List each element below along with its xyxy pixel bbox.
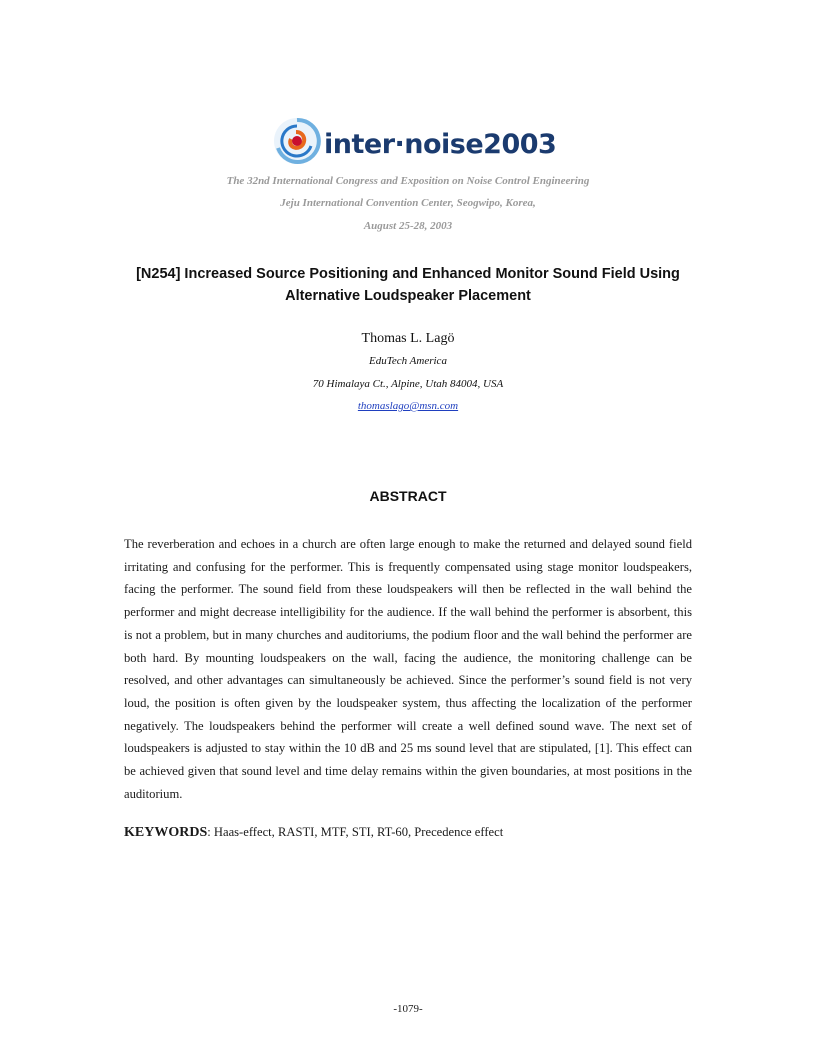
- author-name: Thomas L. Lagö: [361, 331, 455, 346]
- keywords-line: [124, 825, 692, 841]
- keywords-separator: :: [207, 825, 211, 839]
- paper-title: [N254] Increased Source Positioning and Enhanced Monitor Sound Field Using Alternative Loudspeaker Placement: [136, 266, 680, 304]
- conference-name: The 32nd International Congress and Exposition on Noise Control Engineering: [226, 175, 590, 187]
- abstract-body: The reverberation and echoes in a church are often large enough to make the returned and delayed sound field irritating and confusing for the performer. This is frequently compensated using stage monitor loudspeakers, facing the performer. The sound field from these loudspeakers will then be reflected in the wall behind the performer and might decrease intelligibility for the audience. If the wall behind the performer is absorbent, this is not a problem, but in many churches and auditoriums, the podium floor and the wall behind the performer are both hard. By mounting loudspeakers on the wall, facing the audience, the monitoring challenge can be resolved, and other advantages can simultaneously be achieved. Since the performer’s sound field is not very loud, the position is often given by the loudspeaker system, thus affecting the localization of the performer negatively. The loudspeakers behind the performer will create a well defined sound wave. The next set of loudspeakers is adjusted to stay within the 10 dB and 25 ms sound level that are stipulated, [1]. This effect can be achieved given that sound level and time delay remains within the given boundaries, at most positions in the auditorium.: [124, 537, 692, 801]
- author-affiliation: EduTech America: [369, 355, 447, 367]
- conference-venue: Jeju International Convention Center, Seogwipo, Korea,: [280, 197, 536, 209]
- conference-logo: [272, 112, 557, 170]
- keywords-label: KEYWORDS: [124, 825, 208, 840]
- swirl-logo-icon: [272, 116, 322, 166]
- page-number: -1079-: [393, 1003, 423, 1015]
- author-email-link[interactable]: thomaslago@msn.com: [357, 400, 459, 412]
- author-email: [0, 400, 816, 412]
- author-address: 70 Himalaya Ct., Alpine, Utah 84004, USA: [312, 378, 504, 390]
- keywords-list: Haas-effect, RASTI, MTF, STI, RT-60, Precedence effect: [210, 825, 504, 839]
- abstract-heading: ABSTRACT: [369, 488, 447, 504]
- conference-dates: August 25-28, 2003: [363, 220, 453, 232]
- logo-wordmark: inter·noise2003: [324, 128, 557, 160]
